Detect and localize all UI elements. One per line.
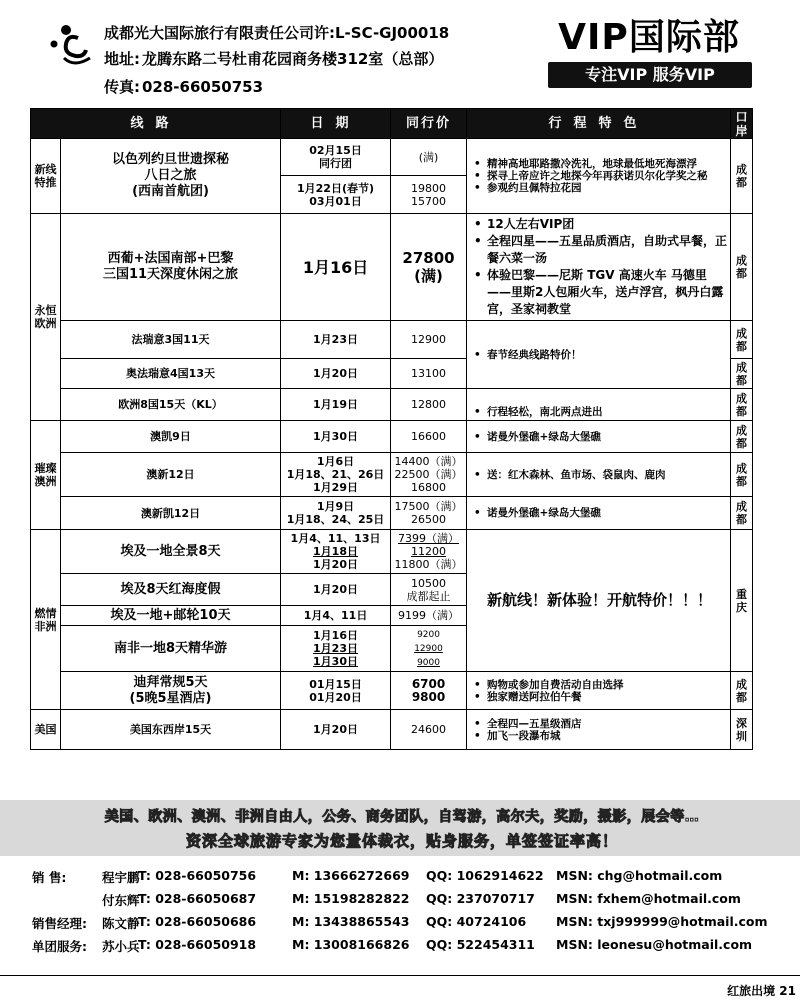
contact-name: 程宇鹏 (102, 870, 140, 885)
features-cell (467, 389, 731, 421)
features-cell (467, 139, 731, 214)
price-cell: 12900 (391, 321, 467, 359)
table-row (31, 139, 753, 176)
port-cell: 成都 (731, 421, 753, 453)
banner-line-2: 资深全球旅游专家为您量体裁衣，贴身服务，单签签证率高！ (185, 832, 618, 850)
contact-qq: QQ: 522454311 (426, 937, 535, 952)
page-footer: 红旅出境 21 (727, 984, 796, 998)
feature-item: • 诺曼外堡礁+绿岛大堡礁 (471, 431, 728, 443)
address-line (104, 48, 443, 69)
port-cell: 深圳 (731, 710, 753, 750)
contact-row (32, 910, 772, 933)
contact-name: 陈文静 (102, 916, 140, 931)
price-line: 9000 (417, 657, 440, 668)
company-logo-icon (44, 18, 100, 74)
price-cell: 12800 (391, 389, 467, 421)
price-cell: 9199（满） (391, 606, 467, 626)
date-cell: 1月4、11日 (281, 606, 391, 626)
contact-msn: MSN: txj999999@hotmail.com (556, 914, 768, 929)
table-row (31, 214, 753, 321)
feature-item: • 精神高地耶路撒冷洗礼，地球最低地死海漂浮 (471, 158, 728, 170)
feature-item: • 体验巴黎——尼斯 TGV 高速火车 马德里——里斯2人包厢火车，送卢浮宫，枫丹白露宫，圣家祠教堂 (471, 267, 728, 318)
contact-list (32, 864, 772, 956)
date-cell: 1月9日 1月18、24、25日 (281, 497, 391, 530)
features-cell (467, 214, 731, 321)
port-cell: 成都 (731, 321, 753, 359)
table-row (31, 530, 753, 574)
fax-line (104, 76, 263, 97)
promo-banner (0, 800, 800, 856)
contact-row (32, 933, 772, 956)
header-date: 日期 (281, 109, 391, 139)
category-usa: 美国 (31, 710, 61, 750)
features-cell (467, 421, 731, 453)
price-cell (391, 626, 467, 672)
date-line: 1月18日 (313, 545, 358, 558)
port-cell: 成都 (731, 389, 753, 421)
price-line: 11200 (411, 545, 447, 558)
feature-item: • 参观约旦佩特拉花园 (471, 182, 728, 194)
banner-line-1: 美国、欧洲、澳洲、非洲自由人，公务、商务团队，自驾游，高尔夫，奖励，摄影，展会等… (104, 809, 700, 825)
contact-msn: MSN: chg@hotmail.com (556, 868, 723, 883)
date-cell: 01月15日 01月20日 (281, 672, 391, 710)
port-cell: 成都 (731, 139, 753, 214)
date-cell: 1月19日 (281, 389, 391, 421)
price-cell: 16600 (391, 421, 467, 453)
features-cell (467, 672, 731, 710)
contact-tel: T: 028-66050756 (138, 868, 257, 883)
port-cell: 成都 (731, 453, 753, 497)
port-cell: 成都 (731, 672, 753, 710)
price-cell: 19800 15700 (391, 176, 467, 214)
route-cell: 迪拜常规5天 (5晚5星酒店) (61, 672, 281, 710)
date-line: 1月16日 (313, 629, 358, 642)
contact-qq: QQ: 1062914622 (426, 868, 544, 883)
fax-value: 028-66050753 (142, 78, 264, 96)
header-features: 行程特色 (467, 109, 731, 139)
header-port: 口岸 (731, 109, 753, 139)
contact-row (32, 864, 772, 887)
route-cell: 西葡+法国南部+巴黎 三国11天深度休闲之旅 (61, 214, 281, 321)
table-row (31, 710, 753, 750)
company-name: 成都光大国际旅行有限责任公司许:L-SC-GJ00018 (104, 24, 450, 42)
port-cell: 成都 (731, 214, 753, 321)
tour-table (30, 108, 753, 750)
contact-mobile: M: 13008166826 (292, 937, 410, 952)
table-row (31, 497, 753, 530)
date-cell (281, 530, 391, 574)
price-line: 12900 (414, 643, 443, 654)
date-cell: 1月20日 (281, 574, 391, 606)
features-cell (467, 710, 731, 750)
header-route: 线路 (31, 109, 281, 139)
port-cell: 成都 (731, 497, 753, 530)
table-row (31, 389, 753, 421)
date-cell: 1月20日 (281, 710, 391, 750)
category-africa: 燃情非洲 (31, 530, 61, 710)
contact-row (32, 887, 772, 910)
route-cell: 埃及一地全景8天 (61, 530, 281, 574)
category-new: 新线特推 (31, 139, 61, 214)
route-cell: 澳新12日 (61, 453, 281, 497)
date-cell: 1月30日 (281, 421, 391, 453)
route-cell: 奥法瑞意4国13天 (61, 359, 281, 389)
category-europe: 永恒欧洲 (31, 214, 61, 421)
route-cell: 埃及一地+邮轮10天 (61, 606, 281, 626)
date-cell: 1月23日 (281, 321, 391, 359)
price-cell: 17500（满） 26500 (391, 497, 467, 530)
date-cell: 1月22日(春节) 03月01日 (281, 176, 391, 214)
address-label: 地址: (104, 50, 140, 68)
price-line: 9200 (417, 629, 440, 640)
price-line: 11800（满） (394, 558, 463, 571)
features-cell (467, 321, 731, 389)
footer-divider (0, 975, 800, 976)
feature-item: • 行程轻松，南北两点进出 (471, 406, 728, 418)
date-line: 1月23日 (313, 642, 358, 655)
vip-title: VIP国际部 (558, 17, 740, 58)
contact-role: 销售经理: (32, 916, 87, 931)
table-row (31, 672, 753, 710)
table-row (31, 453, 753, 497)
contact-msn: MSN: fxhem@hotmail.com (556, 891, 741, 906)
feature-item: • 加飞一段瀑布城 (471, 730, 728, 742)
contact-role: 单团服务: (32, 939, 87, 954)
price-cell: (满) (391, 139, 467, 176)
header (0, 0, 800, 108)
date-cell: 1月16日 (281, 214, 391, 321)
features-cell (467, 530, 731, 672)
contact-mobile: M: 13438865543 (292, 914, 410, 929)
price-cell: 24600 (391, 710, 467, 750)
route-cell: 澳新凯12日 (61, 497, 281, 530)
table-header-row (31, 109, 753, 139)
route-cell: 美国东西岸15天 (61, 710, 281, 750)
feature-item: • 春节经典线路特价！ (471, 349, 728, 361)
fax-label: 传真: (104, 78, 140, 96)
price-cell: 10500 成都起止 (391, 574, 467, 606)
price-line: 7399（满） (398, 532, 460, 545)
contact-role: 销 售: (32, 870, 67, 885)
route-cell: 南非一地8天精华游 (61, 626, 281, 672)
header-price: 同行价 (391, 109, 467, 139)
date-cell: 02月15日 同行团 (281, 139, 391, 176)
feature-item: • 全程四星——五星品质酒店，自助式早餐，正餐六菜一汤 (471, 233, 728, 267)
feature-item: • 购物或参加自费活动自由选择 (471, 679, 728, 691)
date-line: 1月4、11、13日 (290, 532, 381, 545)
date-line: 1月20日 (313, 558, 358, 571)
route-cell: 澳凯9日 (61, 421, 281, 453)
price-cell: 13100 (391, 359, 467, 389)
route-cell: 埃及8天红海度假 (61, 574, 281, 606)
feature-item: • 探寻上帝应许之地探今年再获诺贝尔化学奖之秘 (471, 170, 728, 182)
price-cell: 14400（满） 22500（满） 16800 (391, 453, 467, 497)
contact-name: 苏小兵 (102, 939, 140, 954)
feature-item: • 诺曼外堡礁+绿岛大堡礁 (471, 507, 728, 519)
date-cell (281, 626, 391, 672)
vip-slogan: 专注VIP 服务VIP (548, 62, 752, 88)
contact-qq: QQ: 40724106 (426, 914, 527, 929)
feature-item: • 全程四—五星级酒店 (471, 718, 728, 730)
category-australia: 璀璨澳洲 (31, 421, 61, 530)
feature-headline: 新航线！新体验！开航特价！！！ (487, 591, 713, 609)
route-cell: 以色列约旦世遗探秘 八日之旅 (西南首航团) (61, 139, 281, 214)
contact-mobile: M: 13666272669 (292, 868, 410, 883)
port-cell: 重庆 (731, 530, 753, 672)
address-value: 龙腾东路二号杜甫花园商务楼312室（总部） (142, 50, 444, 68)
date-cell: 1月6日 1月18、21、26日 1月29日 (281, 453, 391, 497)
contact-tel: T: 028-66050687 (138, 891, 257, 906)
date-cell: 1月20日 (281, 359, 391, 389)
date-line: 1月30日 (313, 655, 358, 668)
feature-item: • 送：红木森林、鱼市场、袋鼠肉、鹿肉 (471, 469, 728, 481)
features-cell (467, 497, 731, 530)
price-cell: 6700 9800 (391, 672, 467, 710)
contact-mobile: M: 15198282822 (292, 891, 410, 906)
table-row (31, 421, 753, 453)
contact-qq: QQ: 237070717 (426, 891, 535, 906)
contact-tel: T: 028-66050686 (138, 914, 257, 929)
contact-tel: T: 028-66050918 (138, 937, 257, 952)
price-cell (391, 530, 467, 574)
contact-msn: MSN: leonesu@hotmail.com (556, 937, 753, 952)
feature-item: • 12人左右VIP团 (471, 216, 728, 233)
table-row (31, 321, 753, 359)
port-cell: 成都 (731, 359, 753, 389)
route-cell: 欧洲8国15天（KL） (61, 389, 281, 421)
feature-item: • 独家赠送阿拉伯午餐 (471, 691, 728, 703)
route-cell: 法瑞意3国11天 (61, 321, 281, 359)
features-cell (467, 453, 731, 497)
price-cell: 27800 (满) (391, 214, 467, 321)
contact-name: 付东辉 (102, 893, 140, 908)
